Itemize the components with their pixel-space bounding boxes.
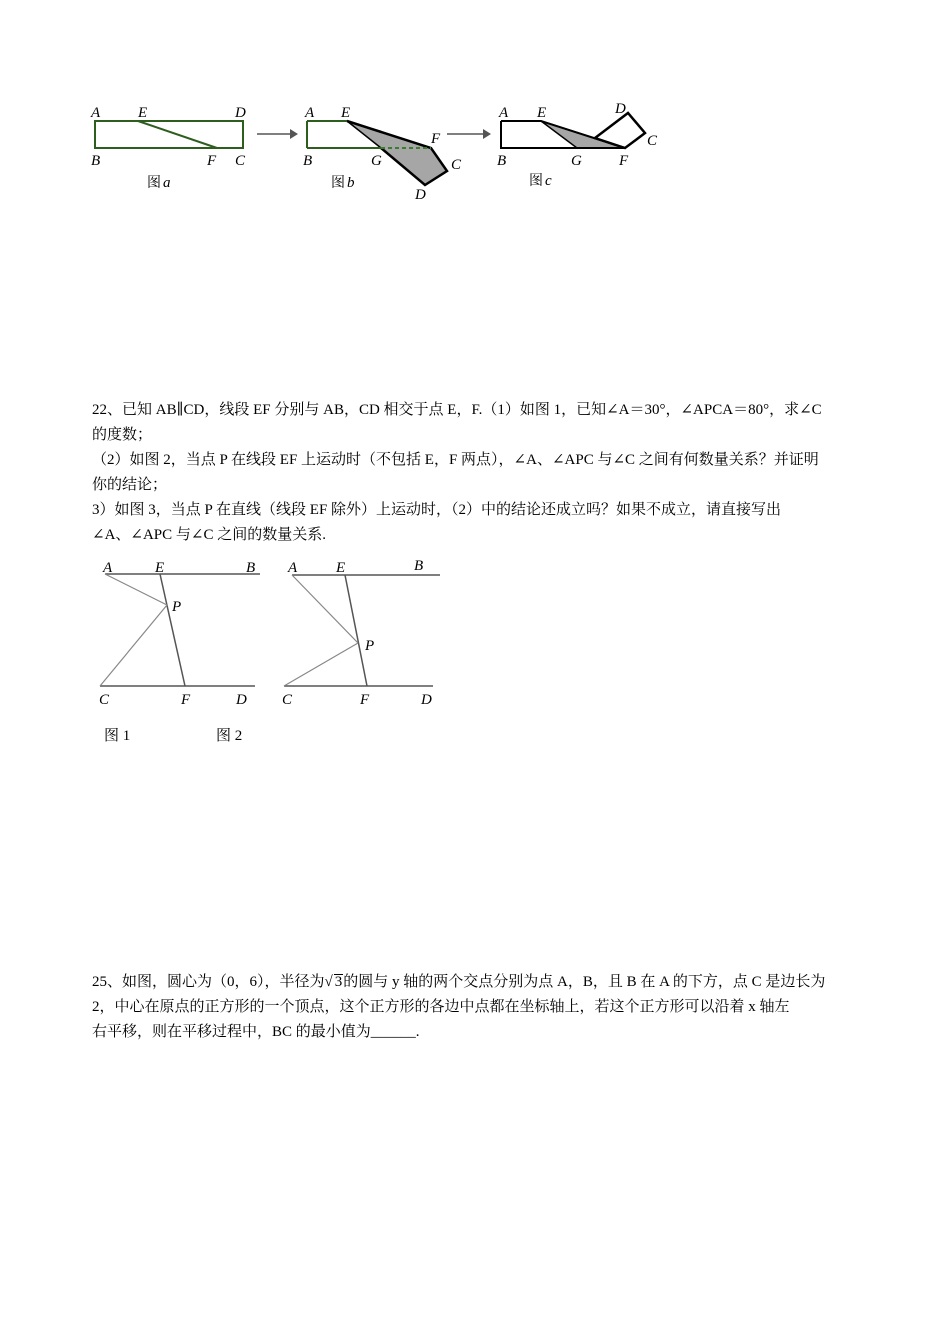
figure-b xyxy=(303,105,462,203)
fig1-label-B: B xyxy=(246,560,256,576)
q25-line2: 2，中心在原点的正方形的一个顶点，这个正方形的各边中点都在坐标轴上，若这个正方形可以沿着 x 轴左 xyxy=(92,999,790,1015)
q22-line6: ∠A、∠APC 与∠C 之间的数量关系. xyxy=(92,527,326,543)
label-b-C: C xyxy=(451,157,462,173)
fig2-label-B: B xyxy=(414,558,424,574)
caption-a: 图 a xyxy=(147,175,171,191)
q22-line4: 你的结论； xyxy=(92,477,168,493)
arrow-icon xyxy=(257,129,298,139)
label-a-A: A xyxy=(91,105,101,121)
q22-line1: 22、已知 AB∥CD，线段 EF 分别与 AB，CD 相交于点 E，F.（1）如图 1，已知∠A＝30°，∠APCA＝80°，求∠C xyxy=(92,402,822,418)
label-c-B: B xyxy=(497,153,507,169)
fig1-label-A: A xyxy=(103,560,113,576)
label-a-D: D xyxy=(235,105,246,121)
fig2-label-P: P xyxy=(365,638,375,654)
label-c-D: D xyxy=(615,101,626,117)
fig2-label-A: A xyxy=(288,560,298,576)
fig1-label-F: F xyxy=(181,692,191,708)
label-b-B: B xyxy=(303,153,313,169)
label-c-C: C xyxy=(647,133,658,149)
sqrt-symbol: √ xyxy=(324,974,333,990)
fig1-label-P: P xyxy=(172,599,182,615)
label-c-A: A xyxy=(499,105,509,121)
label-b-E: E xyxy=(341,105,351,121)
label-a-F: F xyxy=(207,153,217,169)
label-b-A: A xyxy=(305,105,315,121)
figure-a xyxy=(90,105,246,191)
label-a-B: B xyxy=(91,153,101,169)
fig2-label-E: E xyxy=(336,560,346,576)
label-c-E: E xyxy=(537,105,547,121)
fig2-label-C: C xyxy=(282,692,293,708)
q25-line1: 25、如图，圆心为（0，6），半径为√ 3的圆与 y 轴的两个交点分别为点 A，B，且 B 在 A 的下方，点 C 是边长为 xyxy=(92,974,826,990)
fig1-label-C: C xyxy=(99,692,110,708)
fig1-label-D: D xyxy=(236,692,247,708)
q22-line5: 3）如图 3，当点 P 在直线（线段 EF 除外）上运动时，（2）中的结论还成立吗？如果不成立，请直接写出 xyxy=(92,502,782,518)
q22-line3: （2）如图 2，当点 P 在线段 EF 上运动时（不包括 E，F 两点），∠A、∠APC 与∠C 之间有何数量关系？并证明 xyxy=(92,452,819,468)
label-b-D: D xyxy=(415,187,426,203)
caption-b: 图 b xyxy=(331,175,355,191)
arrow-icon xyxy=(447,129,491,139)
sqrt-radicand: 3 xyxy=(334,974,343,990)
label-a-E: E xyxy=(138,105,148,121)
figure-c xyxy=(497,101,658,189)
figure-2-caption: 图 2 xyxy=(216,728,243,744)
label-b-G: G xyxy=(371,153,382,169)
caption-c: 图 c xyxy=(529,173,552,189)
label-c-F: F xyxy=(619,153,629,169)
q25-line3: 右平移，则在平移过程中，BC 的最小值为______. xyxy=(92,1024,420,1040)
label-b-F: F xyxy=(431,131,441,147)
top-figures xyxy=(85,95,675,205)
figure-1-caption: 图 1 xyxy=(104,728,131,744)
fig2-label-D: D xyxy=(421,692,432,708)
label-a-C: C xyxy=(235,153,246,169)
fig1-label-E: E xyxy=(155,560,165,576)
question-22 xyxy=(92,398,860,548)
q22-line2: 的度数； xyxy=(92,427,153,443)
label-c-G: G xyxy=(571,153,582,169)
question-25 xyxy=(92,970,860,1045)
fig2-label-F: F xyxy=(360,692,370,708)
figure-1 xyxy=(95,558,265,708)
figure-2 xyxy=(278,558,448,708)
